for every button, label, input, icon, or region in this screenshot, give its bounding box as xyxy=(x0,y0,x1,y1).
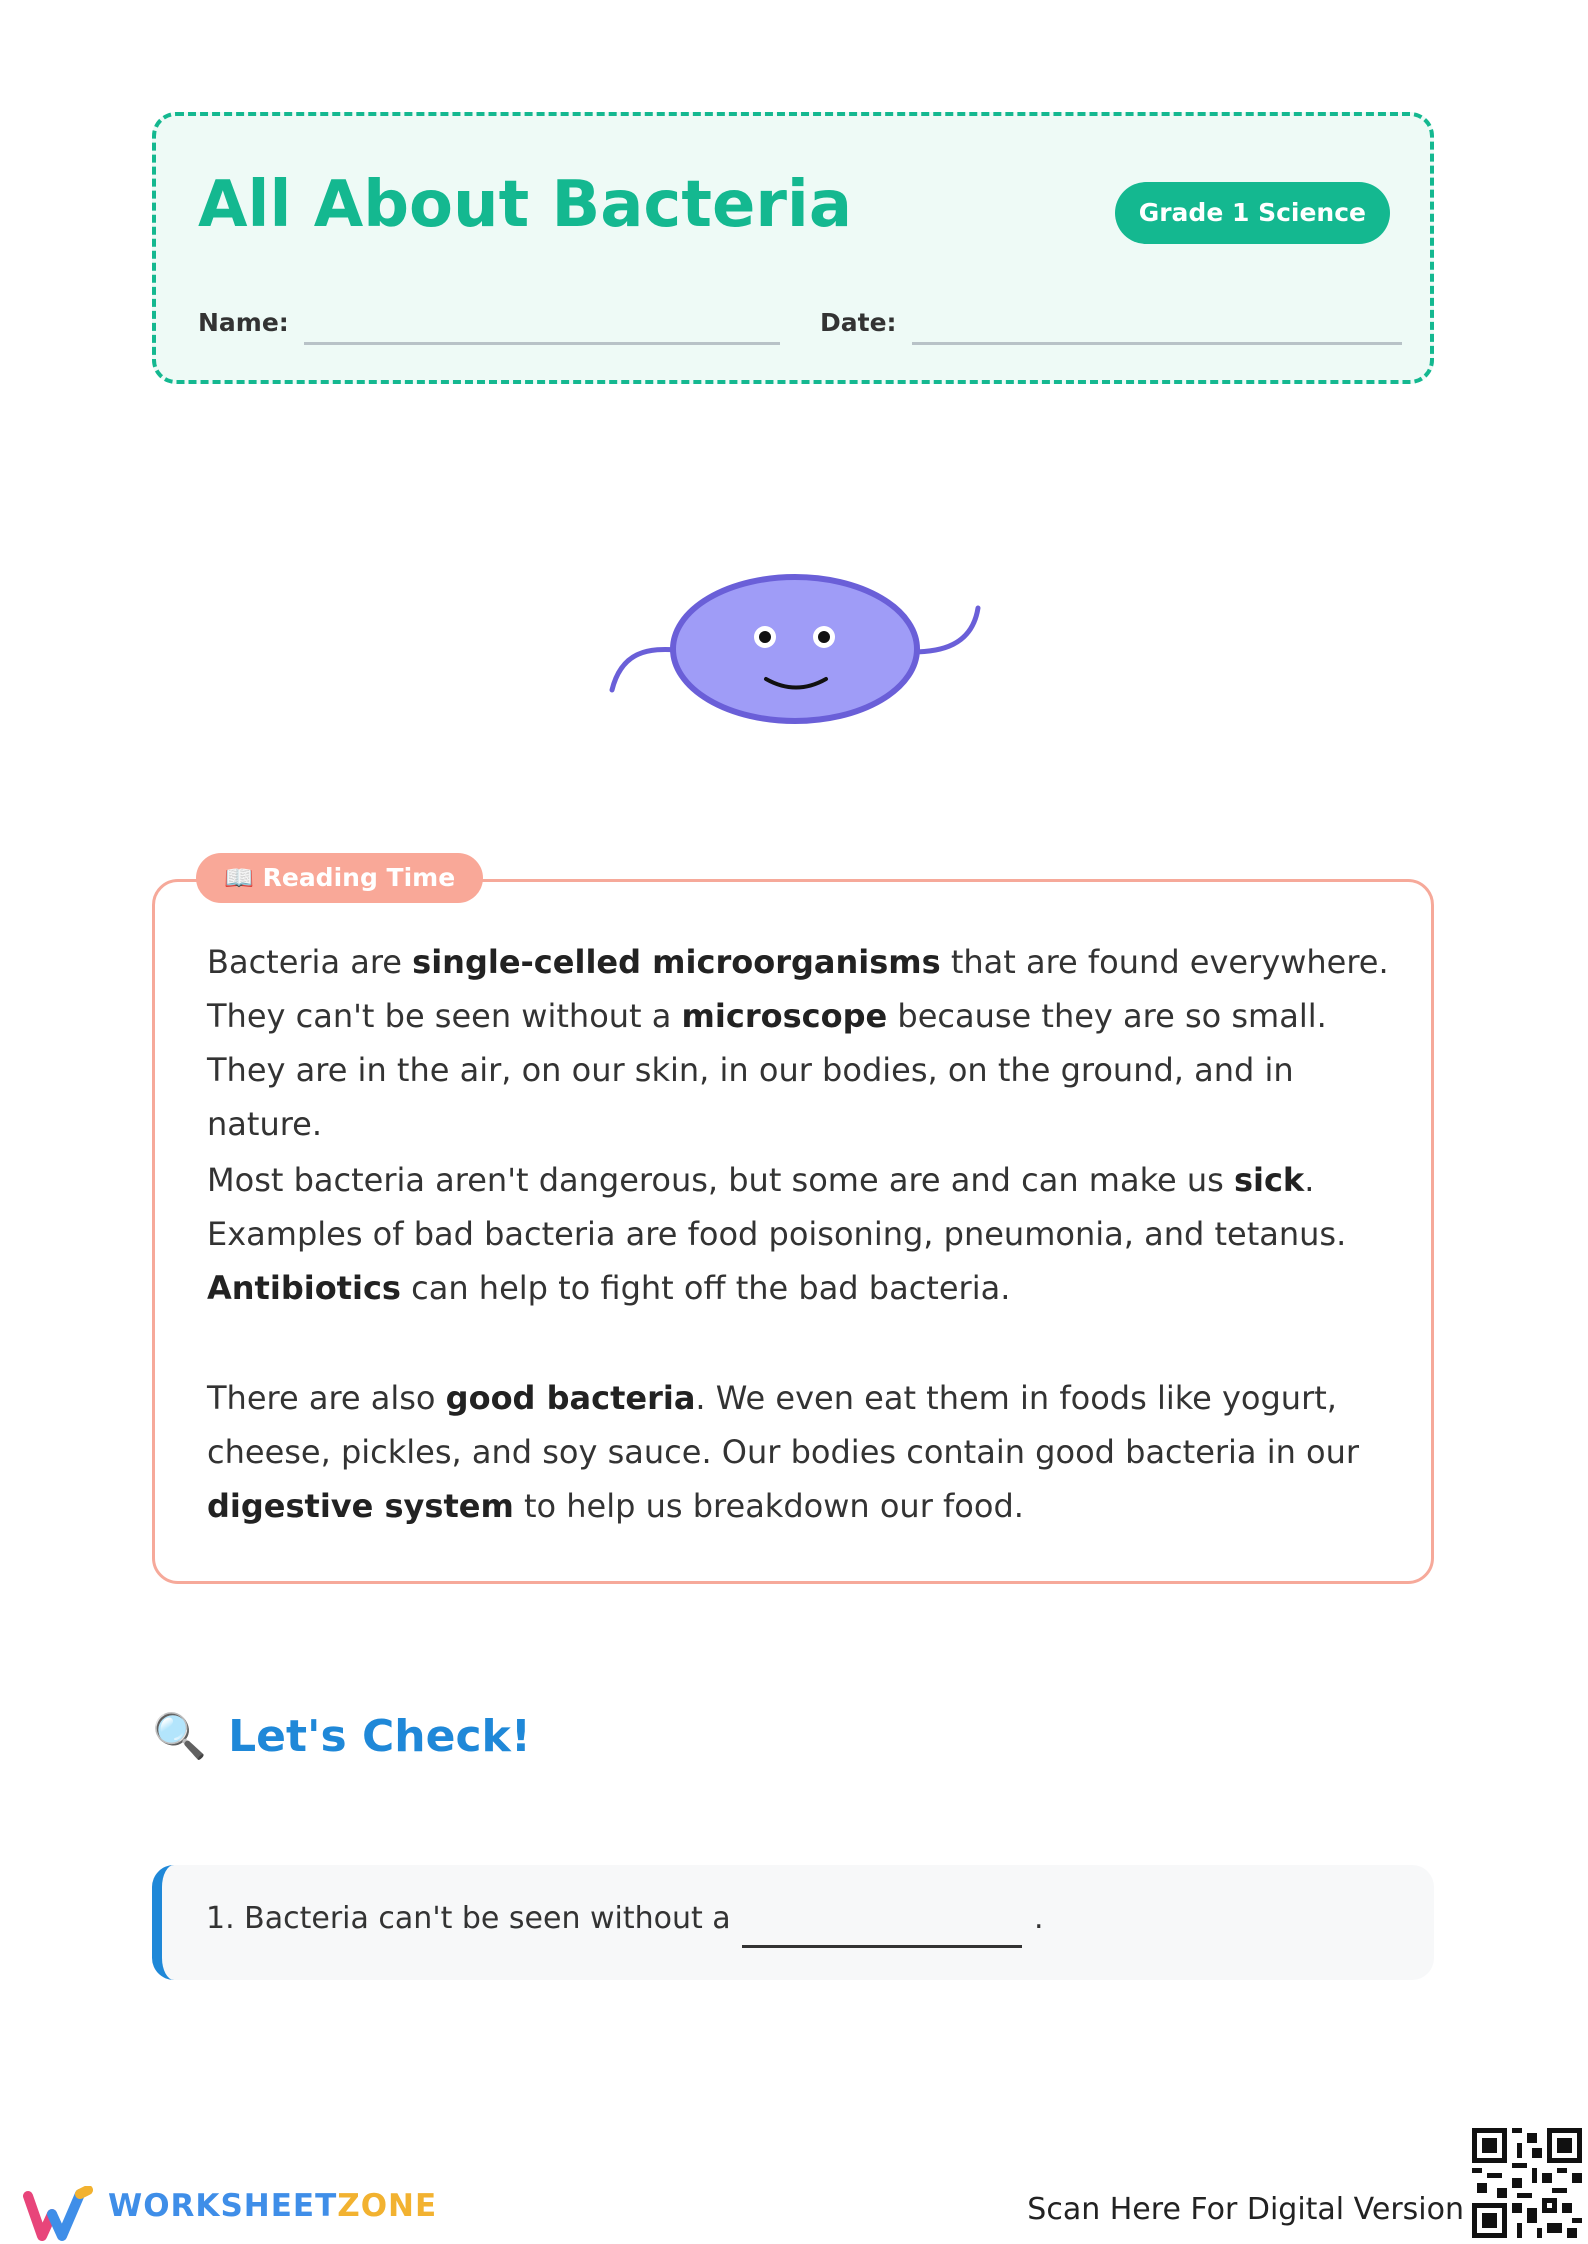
reading-time-tag xyxy=(196,853,483,903)
worksheet-header xyxy=(152,112,1434,384)
page-title: All About Bacteria xyxy=(198,168,853,242)
grade-badge: Grade 1 Science xyxy=(1115,182,1390,244)
check-heading-label: Let's Check! xyxy=(228,1711,531,1762)
paragraph-1 xyxy=(207,935,1397,1151)
paragraph-text: There are also xyxy=(207,1379,446,1417)
paragraph-3 xyxy=(207,1371,1397,1533)
paragraph-text: . We even eat them in foods like yogurt, cheese, pickles, and soy sauce. Our bodies contain good bacteria in our xyxy=(207,1379,1360,1471)
key-term: good bacteria xyxy=(445,1379,696,1417)
question-text: 1. Bacteria can't be seen without a xyxy=(206,1901,731,1936)
paragraph-text: to help us breakdown our food. xyxy=(513,1487,1024,1525)
question-1 xyxy=(152,1865,1434,1980)
scan-instruction: Scan Here For Digital Version xyxy=(1027,2192,1464,2227)
book-icon: 📖 xyxy=(224,864,254,892)
paragraph-text: that are found everywhere. They can't be seen without a xyxy=(207,943,1389,1035)
name-label: Name: xyxy=(198,308,289,337)
date-label: Date: xyxy=(820,308,897,337)
logo-word-worksheet: WORKSHEET xyxy=(108,2188,338,2224)
key-term: single-celled microorganisms xyxy=(412,943,941,981)
paragraph-2 xyxy=(207,1153,1397,1315)
date-field[interactable] xyxy=(912,342,1402,345)
bacteria-cartoon-icon xyxy=(600,560,1000,740)
paragraph-text: can help to fight off the bad bacteria. xyxy=(400,1269,1011,1307)
paragraph-text: . Examples of bad bacteria are food poisoning, pneumonia, and tetanus. xyxy=(207,1161,1347,1253)
magnifier-icon: 🔍 xyxy=(152,1711,207,1762)
key-term: Antibiotics xyxy=(207,1269,401,1307)
check-heading xyxy=(152,1710,531,1762)
name-field[interactable] xyxy=(304,342,780,345)
qr-code-icon[interactable] xyxy=(1472,2128,1582,2238)
reading-passage xyxy=(152,879,1434,1584)
paragraph-text: Most bacteria aren't dangerous, but some are and can make us xyxy=(207,1161,1234,1199)
answer-blank[interactable] xyxy=(742,1945,1022,1948)
paragraph-text: Bacteria are xyxy=(207,943,413,981)
key-term: digestive system xyxy=(207,1487,514,1525)
logo-word-zone: ZONE xyxy=(337,2188,438,2224)
worksheetzone-logo-text xyxy=(108,2188,437,2224)
key-term: sick xyxy=(1233,1161,1305,1199)
key-term: microscope xyxy=(681,997,888,1035)
paragraph-text: because they are so small. They are in the air, on our skin, in our bodies, on the ground, and in nature. xyxy=(207,997,1327,1143)
reading-tag-label: Reading Time xyxy=(262,863,456,892)
worksheetzone-logo-icon xyxy=(22,2186,102,2242)
question-end-punct: . xyxy=(1034,1901,1044,1936)
